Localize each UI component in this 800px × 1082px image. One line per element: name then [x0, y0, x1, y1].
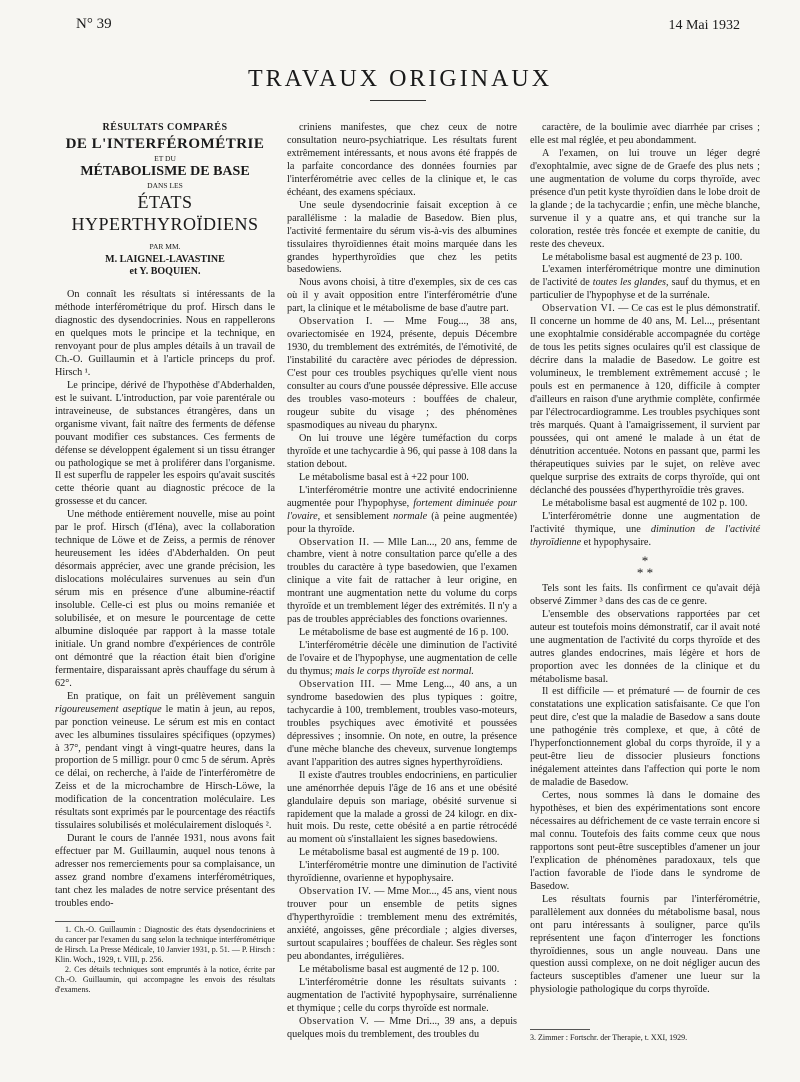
footnote-divider	[55, 921, 115, 922]
paragraph: Tels sont les faits. Ils confirment ce qu'avait déjà observé Zimmer ³ dans des cas de ce genre.	[530, 582, 760, 607]
paragraph: On connaît les résultats si intéressants de la méthode interférométrique du prof. Hirsch dans le diagnostic des dysendocrinies. Nous en rappellerons en quelques mots le principe et la technique, en renvoyant pour de plus amples détails à un travail de Ch.-O. Guillaumin et à l'article princeps du prof. Hirsch ¹.	[55, 289, 275, 378]
footnote-3: 3. Zimmer : Fortschr. der Therapie, t. XXI, 1929.	[530, 1033, 688, 1042]
text-run: — Mme Foug..., 38 ans, ovariectomisée en 1924, présente, depuis Décembre 1930, du tremblement des extrémités, de l'émotivité, de l'instabilité du caractère avec périodes de dépression. C'est pour ces troubles psychiques qu'elle vient nous consulter au cours d'une poussée dépressive. Elle accuse des troubles vaso-moteurs : bouffées de chaleur, rougeur subite du visage ; des phénomènes spasmodiques au niveau du pharynx.	[287, 316, 518, 431]
paragraph: Le métabolisme basal est augmenté de 23 p. 100.	[542, 251, 743, 263]
paragraph: Nous avons choisi, à titre d'exemples, six de ces cas où il y avait opposition entre l'interférométrie d'une part, la clinique et le métabolisme de base d'autre part.	[287, 277, 517, 315]
footnote-divider	[530, 1029, 590, 1030]
author-2: et Y. BOQUIEN.	[129, 266, 201, 278]
text-run: le matin à jeun, au repos, par ponction veineuse. Le sérum est mis en contact avec les albumines tissulaires spécifiques (opzymes) à 37°, pendant vingt à vingt-quatre heures, dans la proportion de 5 milligr. pour 0 cmc 5 de sérum. Après ce délai, on recherche, à l'aide de l'interféromètre de Zeiss et de la microchambre de Hirsch-Löwe, la modification de la concentration moléculaire. Les résultats sont exprimés par le pourcentage des réactifs tissulaires solubilisés et moléculairement disloqués ².	[55, 703, 275, 832]
observation-2	[287, 537, 517, 628]
paragraph: Une seule dysendocrinie faisait exception à ce parallélisme : la maladie de Basedow. Bien plus, l'activité fermentaire du sérum vis-à-vis des albumines tissulaires thyroïdiennes était moins marquée dans les grandes hyperthyroïdies que chez les petits basedowiens.	[287, 199, 517, 276]
issue-number: N° 39	[76, 16, 112, 32]
emphasis: fortement diminuée pour l'ovaire	[287, 497, 517, 522]
observation-6	[530, 303, 760, 497]
paragraph: L'interférométrie donne les résultats suivants : augmentation de l'activité hypophysaire, surrénalienne et thymique ; celle du corps thyroïde est normale.	[287, 976, 517, 1014]
article-heading-line-3: ET DU	[154, 153, 176, 163]
emphasis: normale	[393, 510, 428, 522]
title-divider	[370, 100, 426, 101]
paragraph	[287, 485, 517, 537]
footnote-1: 1. Ch.-O. Guillaumin : Diagnostic des états dysendocriniens et du cancer par l'examen du sang selon la technique interférométrique de Hirsch. La Presse Médicale, 10 Janvier 1931, p. 51. — P. Hirsch : Klin. Woch., 1929, t. VIII, p. 256.	[55, 924, 275, 964]
text-run: — Mlle Lan..., 20 ans, femme de chambre, vient à notre consultation parce qu'elle a des troubles du caractère à type basedowien, que l'examen clinique a vite fait de rattacher à leur origine, en montrant une augmentation nette du volume du corps thyroïde et un tremblement léger des extrémités. Il n'y a pas de troubles appréciables des fonctions ovariennes.	[287, 536, 517, 626]
text-run: L'interférométrie donne une augmentation de l'activité thymique, une	[530, 510, 760, 535]
observation-label: Observation V.	[299, 1015, 370, 1027]
paragraph: Le métabolisme basal est augmenté de 19 p. 100.	[299, 847, 500, 859]
observation-1	[287, 316, 517, 433]
paragraph: Il est difficile — et prématuré — de fournir de ces constatations une explication satisfaisante. Ce que l'on peut dire, c'est que la maladie de Basedow a sans doute une pathogénie très complexe, et que, à côté de l'hyperfonctionnement global du corps thyroïde, il y a peut-être lieu de dissocier plusieurs fonctions inégalement atteintes dans l'affection qui porte le nom de maladie de Basedow.	[530, 686, 760, 789]
paragraph: Durant le cours de l'année 1931, nous avons fait effectuer par M. Guillaumin, auquel nous tenons à adresser nos remerciements pour sa complaisance, un assez grand nombre d'examens interférométriques, tant chez les malades de notre service présentant des troubles endo-	[55, 833, 275, 909]
observation-label: Observation I.	[299, 316, 373, 328]
paragraph: Il existe d'autres troubles endocriniens, en particulier une aménorrhée depuis l'âge de 16 ans et une obésité glandulaire depuis son mariage, obésité survenue si rapidement que la malade a grossi de 24 kilogr. en dix-huit mois. Du reste, cette obésité a en partie rétrocédé au moment où s'installaient les signes basedowiens.	[287, 769, 517, 846]
emphasis: mais le corps thyroïde est normal.	[335, 666, 474, 678]
article-heading-line-5: DANS LES	[147, 181, 183, 191]
emphasis: diminution de l'activité thyroïdienne	[530, 523, 760, 548]
text-run: L'examen interférométrique montre une diminution de l'activité de	[530, 264, 760, 289]
issue-date: 14 Mai 1932	[668, 18, 740, 33]
paragraph: Une méthode entièrement nouvelle, mise au point par le prof. Hirsch (d'Iéna), avec la collaboration technique de Löwe et de Zeiss, a permis de rénover heureusement les idées d'Abderhalden. On peut désormais apprécier, avec une grande précision, les dislocations moléculaires survenues au sein d'un sérum mis en présence d'une albumine-réactif insoluble. Celle-ci est plus ou moins remaniée et solubilisée, et on mesure le pourcentage de cette albumine disloquée par rapport à la masse totale initiale. Un grand nombre d'expériences de contrôle ont démontré que la réaction était bien d'origine fermentaire, disparaissant après chauffage du sérum à 62°.	[55, 509, 275, 689]
byline-label: PAR MM.	[149, 242, 181, 252]
observation-4	[287, 886, 517, 964]
text-run: et hypophysaire.	[581, 536, 652, 548]
paragraph: Le principe, dérivé de l'hypothèse d'Abderhalden, est le suivant. L'introduction, par voie parentérale ou intraveineuse, de substances étrangères, dans un organisme vivant, fait naître des ferments de défense pouvant modifier ces substances. Ces ferments de défense se développent également si un tissu étranger ou pathologique se met à proliférer dans l'organisme. Il est superflu de rappeler les espoirs qu'avait suscités cette théorie quant au diagnostic précoce de la grossesse et du cancer.	[55, 379, 275, 508]
observation-3	[287, 679, 517, 770]
text-run: — Mme Leng..., 40 ans, a un syndrome basedowien des plus typiques : goitre, tachycardie à 100, tremblement, troubles vaso-moteurs, troubles psychiques avec émotivité et poussées dépressives ; insomnie. On note, en outre, la présence d'une mèche blanche des cheveux, survenue longtemps avant l'apparition des autres signes hyperthyroïdiens.	[287, 678, 517, 768]
article-heading-line-6: ÉTATS HYPERTHYROÏDIENS	[71, 191, 259, 235]
text-run: (à peine augmentée) pour la thyroïde.	[287, 510, 517, 535]
text-run: En pratique, on fait un prélèvement sanguin	[67, 690, 275, 702]
paragraph: L'ensemble des observations rapportées par cet auteur est toutefois moins démonstratif, car il avait noté une augmentation de l'activité du corps thyroïde et des autres glandes endocrines, mais légère et hors de proportion avec les données de la clinique et du métabolisme basal.	[530, 608, 760, 685]
separator-star: *	[641, 553, 649, 569]
author-1: M. LAIGNEL-LAVASTINE	[105, 253, 225, 265]
observation-label: Observation II.	[299, 536, 370, 548]
footnote-2: 2. Ces détails techniques sont empruntés à la notice, écrite par Ch.-O. Guillaumin, qui accompagne les envois des résultats d'examens.	[55, 964, 275, 994]
text-run: L'interférométrie décèle une diminution de l'activité de l'ovaire et de l'hypophyse, une augmentation de celle du thymus;	[287, 640, 517, 678]
paragraph: Le métabolisme basal est à +22 pour 100.	[299, 471, 469, 483]
paragraph: Le métabolisme basal est augmenté de 102 p. 100.	[542, 497, 748, 509]
section-title: TRAVAUX ORIGINAUX	[247, 66, 553, 92]
article-heading-line-4: MÉTABOLISME DE BASE	[80, 164, 250, 180]
emphasis: toutes les glandes	[592, 277, 666, 289]
text-run: — Mme Dri..., 39 ans, a depuis quelques mois du tremblement, des troubles du	[287, 1015, 517, 1040]
observation-label: Observation IV.	[299, 886, 372, 898]
text-run: — Ce cas est le plus démonstratif. Il concerne un homme de 40 ans, M. Lel..., présentant une exophtalmie considérable accompagnée du cortège de tous les petits signes oculaires qu'il est classique de décrire dans la maladie de Basedow. Le goitre est volumineux, le tremblement extrêmement accusé ; le pouls est en permanence à 120, difficile à compter d'ailleurs en raison d'une arythmie complète, confirmée par l'électrocardiogramme. Les troubles psychiques sont très marqués. Quant à l'amaigrissement, il survient par poussées, qui ont amené le malade à un état de dénutrition accentuée. Notons en passant que, parmi les thérapeutiques suivies par le sujet, on relève avec quelque surprise des extraits de corps thyroïde, qui ont déclanché des poussées d'hyperthyroïdie très graves.	[530, 303, 761, 496]
section-separator	[530, 553, 760, 581]
paragraph	[530, 511, 760, 550]
paragraph: Le métabolisme basal est augmenté de 12 p. 100.	[299, 963, 500, 975]
emphasis: rigoureusement aseptique	[55, 703, 162, 715]
column-3	[530, 122, 760, 997]
column-1	[55, 122, 275, 995]
paragraph: caractère, de la boulimie avec diarrhée par crises ; elle est mal réglée, et peu abondamment.	[530, 122, 760, 146]
observation-label: Observation III.	[299, 678, 375, 690]
article-heading-line-2: DE L'INTERFÉROMÉTRIE	[65, 135, 265, 152]
paragraph: A l'examen, on lui trouve un léger degré d'exophtalmie, avec signe de de Graefe des plus nets ; une augmentation de volume du corps thyroïde, avec présence d'un petit kyste thyroïdien dans le lobe droit de la glande ; de la tachycardie ; enfin, une mèche blanche, survenue il y a quatre ans, et qui tranche sur la coloration, restée très foncée et exempte de canitie, du reste des cheveux.	[530, 147, 760, 250]
paragraph: criniens manifestes, que chez ceux de notre consultation neuro-psychiatrique. Les résultats furent extrêmement intéressants, et nous avons été frappés de la parfaite concordance des données fournies par l'interférométrie avec celles de la clinique et, le cas échéant, des examens spéciaux.	[287, 122, 517, 198]
paragraph: Les résultats fournis par l'interférométrie, parallèlement aux données du métabolisme basal, nous ont paru intéressants à souligner, parce qu'ils représentent une façon d'interroger les fonctions thyroïdiennes, sous un angle nouveau. Dans une question aussi complexe, on ne doit négliger aucun des facteurs susceptibles d'amener une lueur sur la physiologie pathologique du corps thyroïde.	[530, 893, 760, 996]
paragraph	[530, 264, 760, 303]
text-run: , sauf du thymus, et en particulier de l'hypophyse et de la surrénale.	[530, 277, 760, 302]
text-run: , et sensiblement	[317, 510, 394, 522]
paragraph	[55, 691, 275, 833]
paragraph: Certes, nous sommes là dans le domaine des hypothèses, et bien des expérimentations sont encore nécessaires au défrichement de ce vaste terrain encore si mal connu. Toutefois des faits comme ceux que nous rapportons sont peut-être susceptibles d'amener un jour l'explication de phénomènes paradoxaux, tels que l'action favorable de l'iode dans le syndrome de Basedow.	[530, 790, 760, 892]
text-run: L'interférométrie montre une activité endocrinienne augmentée pour l'hypophyse,	[287, 484, 517, 509]
footnotes	[55, 925, 275, 995]
observation-5	[287, 1016, 517, 1042]
article-heading	[55, 122, 275, 279]
paragraph: Le métabolisme de base est augmenté de 16 p. 100.	[299, 627, 509, 639]
observation-label: Observation VI.	[542, 303, 616, 315]
paragraph	[287, 640, 517, 679]
separator-stars: * *	[636, 565, 654, 581]
text-run: — Mme Mor..., 45 ans, vient nous trouver pour un ensemble de petits signes d'hyperthyroïdie : tremblement menu des extrémités, anxiété, angoisses, gêne précordiale ; algies diverses, surtout scapulaires ; bouffées de chaleur. Ses règles sont peu abondantes, irrégulières.	[287, 886, 517, 962]
article-heading-line-1: RÉSULTATS COMPARÉS	[102, 122, 228, 133]
column-2	[287, 122, 517, 1042]
paragraph: On lui trouve une légère tuméfaction du corps thyroïde et une tachycardie à 96, qui passe à 108 dans la station debout.	[287, 432, 517, 470]
footnote-block-3	[530, 1029, 760, 1043]
paragraph: L'interférométrie montre une diminution de l'activité thyroïdienne, ovarienne et hypophysaire.	[287, 860, 517, 885]
